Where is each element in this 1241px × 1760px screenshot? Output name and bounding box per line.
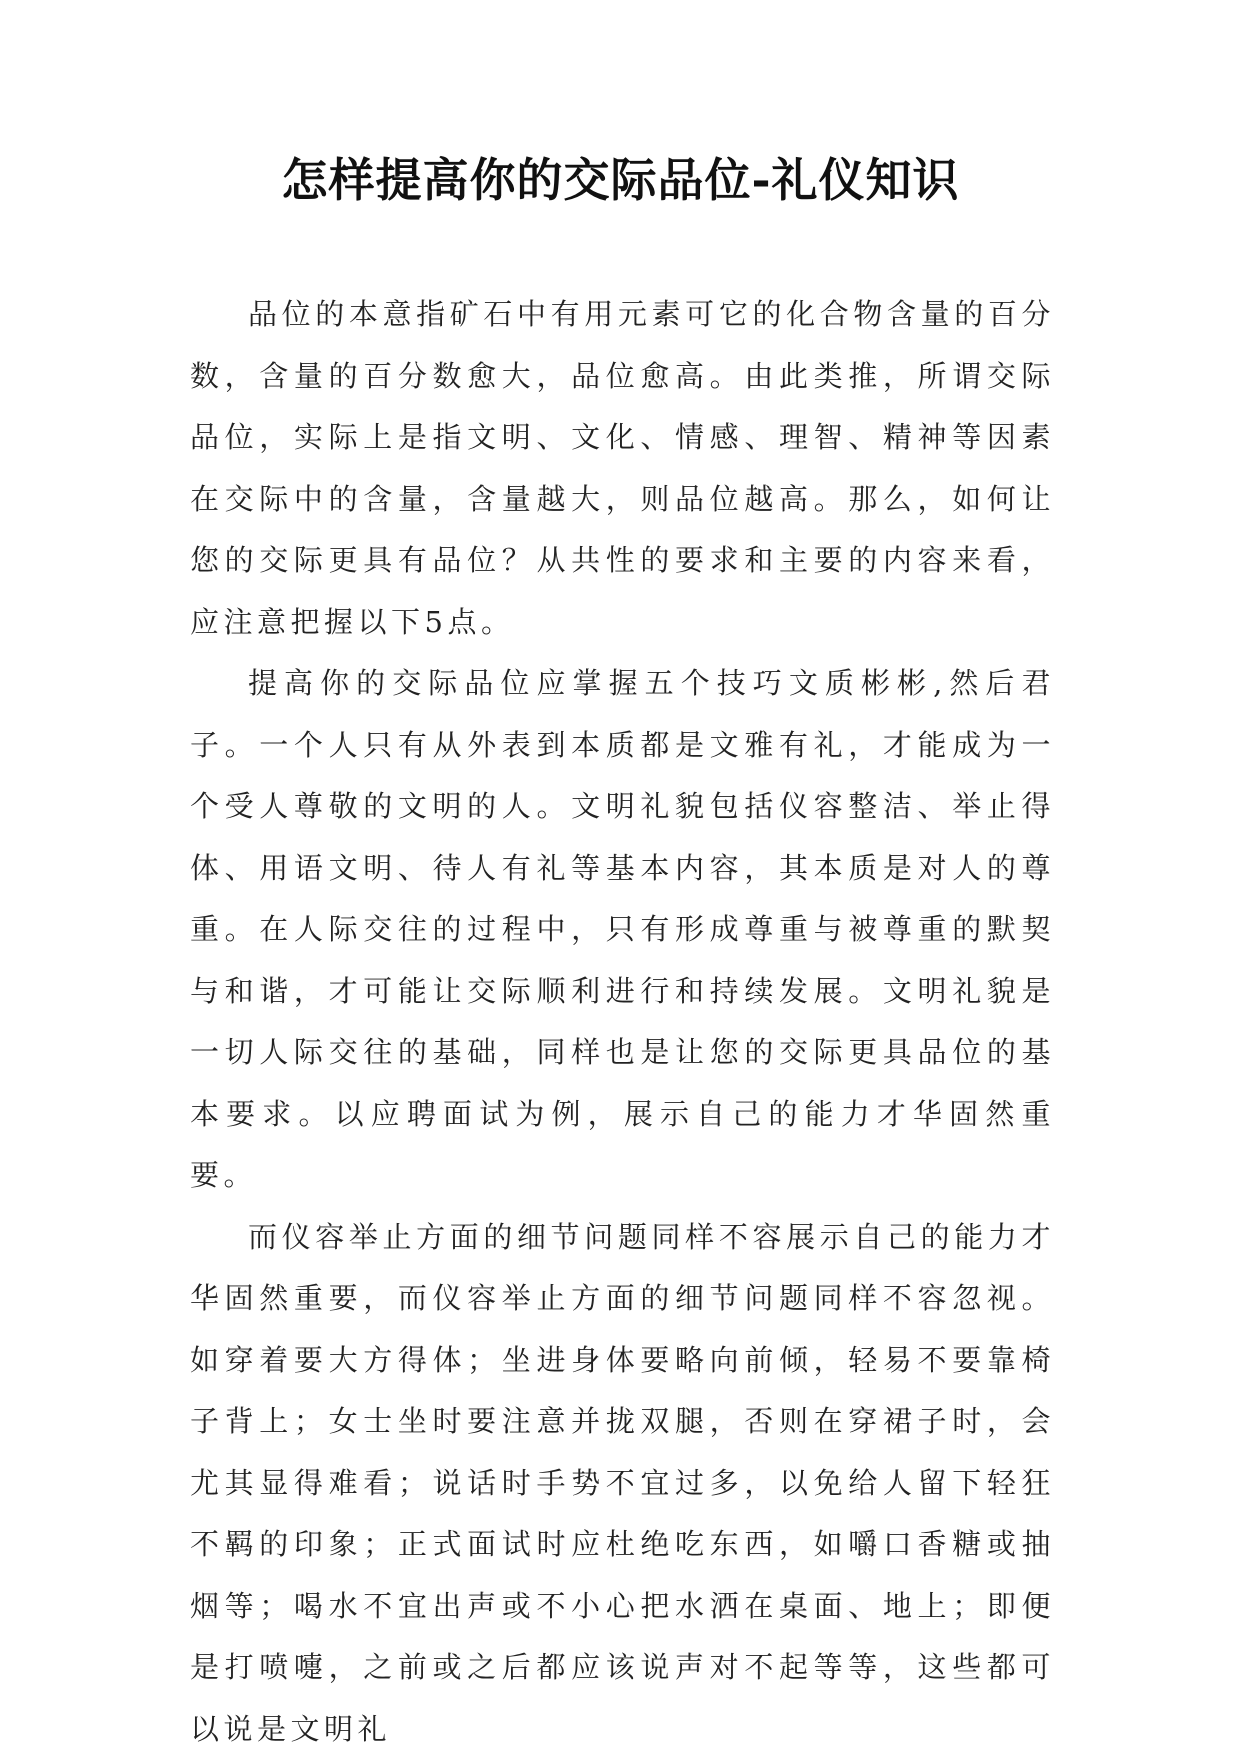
paragraph: 而仪容举止方面的细节问题同样不容展示自己的能力才华固然重要，而仪容举止方面的细节问题同样不容忽视。如穿着要大方得体；坐进身体要略向前倾，轻易不要靠椅子背上；女士坐时要注意并拢双腿，否则在穿裙子时，会尤其显得难看；说话时手势不宜过多，以免给人留下轻狂不羁的印象；正式面试时应杜绝吃东西，如嚼口香糖或抽烟等；喝水不宜出声或不小心把水洒在桌面、地上；即便是打喷嚏，之前或之后都应该说声对不起等等，这些都可以说是文明礼: [190, 1207, 1055, 1760]
paragraph: 品位的本意指矿石中有用元素可它的化合物含量的百分数，含量的百分数愈大，品位愈高。由此类推，所谓交际品位，实际上是指文明、文化、情感、理智、精神等因素在交际中的含量，含量越大，则品位越高。那么，如何让您的交际更具有品位？从共性的要求和主要的内容来看，应注意把握以下5点。: [190, 284, 1055, 653]
document-body: [190, 284, 1055, 1760]
document-title: 怎样提高你的交际品位-礼仪知识: [0, 150, 1241, 210]
paragraph: 提高你的交际品位应掌握五个技巧文质彬彬,然后君子。一个人只有从外表到本质都是文雅有礼，才能成为一个受人尊敬的文明的人。文明礼貌包括仪容整洁、举止得体、用语文明、待人有礼等基本内容，其本质是对人的尊重。在人际交往的过程中，只有形成尊重与被尊重的默契与和谐，才可能让交际顺利进行和持续发展。文明礼貌是一切人际交往的基础，同样也是让您的交际更具品位的基本要求。以应聘面试为例，展示自己的能力才华固然重要。: [190, 653, 1055, 1207]
